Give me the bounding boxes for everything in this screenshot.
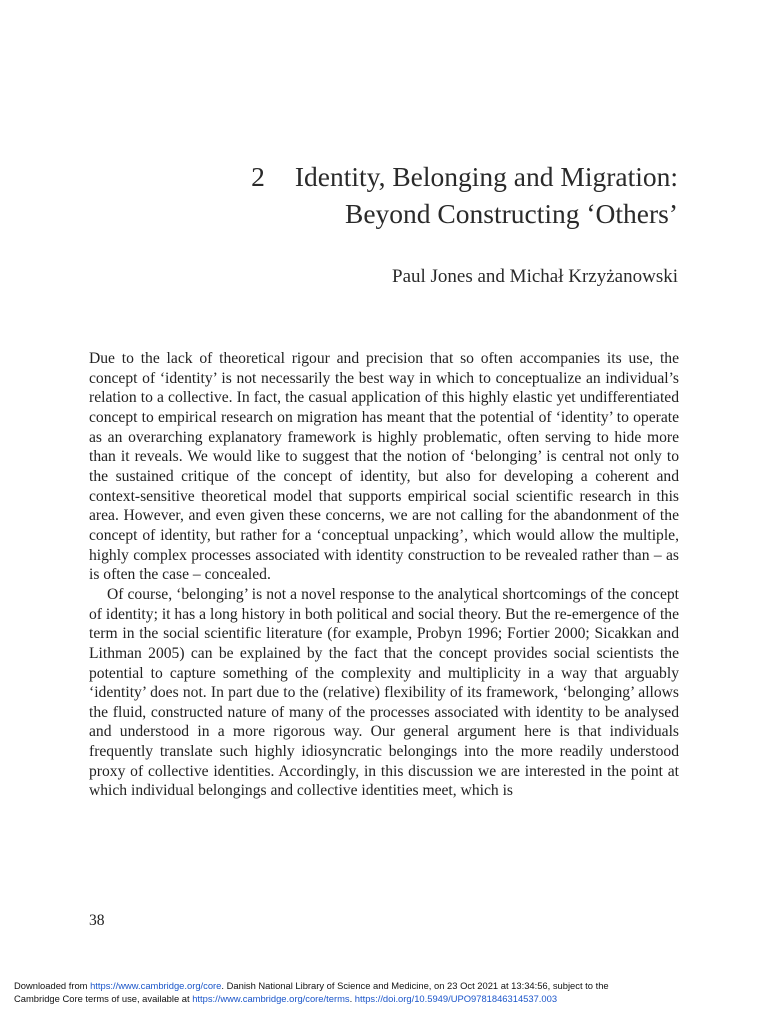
footer-downloaded-text: Downloaded from — [14, 980, 91, 991]
footer-line-2 — [14, 992, 759, 1005]
terms-link[interactable]: https://www.cambridge.org/core/terms — [192, 993, 350, 1004]
page-number: 38 — [89, 912, 105, 929]
download-footer — [14, 979, 759, 1005]
chapter-subtitle: Beyond Constructing ‘Others’ — [344, 198, 678, 229]
cambridge-core-link[interactable]: https://www.cambridge.org/core — [90, 980, 222, 991]
paragraph-1: Due to the lack of theoretical rigour and precision that so often accompanies its use, the concept of ‘identity’ is not necessarily the best way in which to conceptualize an individual’s relation to a collective. In fact, the casual application of this highly elastic yet undifferentiated concept to empirical research on migration has meant that the potential of ‘identity’ to operate as an overarching explanatory framework is highly problematic, often serving to hide more than it reveals. We would like to suggest that the notion of ‘belonging’ is central not only to the sustained critique of the concept of identity, but also for developing a coherent and context-sensitive theoretical model that supports empirical social scientific research in this area. However, and even given these concerns, we are not calling for the abandonment of the concept of identity, but rather for a ‘conceptual unpacking’, which would allow the multiple, highly complex processes associated with identity construction to be revealed rather than – as is often the case – concealed. — [89, 350, 679, 584]
chapter-title-line-1 — [251, 158, 678, 195]
doi-link[interactable]: https://doi.org/10.5949/UPO9781846314537.003 — [354, 993, 558, 1004]
paragraph-2: Of course, ‘belonging’ is not a novel response to the analytical shortcomings of the concept of identity; it has a long history in both political and social theory. But the re-emergence of the term in the social scientific literature (for example, Probyn 1996; Fortier 2000; Sicakkan and Lithman 2005) can be explained by the fact that the concept provides social scientists the potential to capture something of the complexity and multiplicity in a way that arguably ‘identity’ does not. In part due to the (relative) flexibility of its framework, ‘belonging’ allows the fluid, constructed nature of many of the processes associated with identity to be analysed and understood in a more rigorous way. Our general argument here is that individuals frequently translate such highly idiosyncratic belongings into the more readily understood proxy of collective identities. Accordingly, in this discussion we are interested in the point at which individual belongings and collective identities meet, which is — [89, 585, 679, 800]
chapter-authors: Paul Jones and Michał Krzyżanowski — [392, 266, 678, 287]
chapter-title: Identity, Belonging and Migration: — [294, 161, 678, 192]
footer-line-1 — [14, 979, 759, 992]
footer-separator: . — [349, 993, 355, 1004]
footer-library-text: . Danish National Library of Science and Medicine, on 23 Oct 2021 at 13:34:56, subject to the — [221, 980, 609, 991]
chapter-heading — [251, 158, 678, 232]
body-text — [89, 349, 679, 801]
footer-terms-text: Cambridge Core terms of use, available at — [14, 993, 193, 1004]
chapter-number: 2 — [251, 161, 265, 192]
